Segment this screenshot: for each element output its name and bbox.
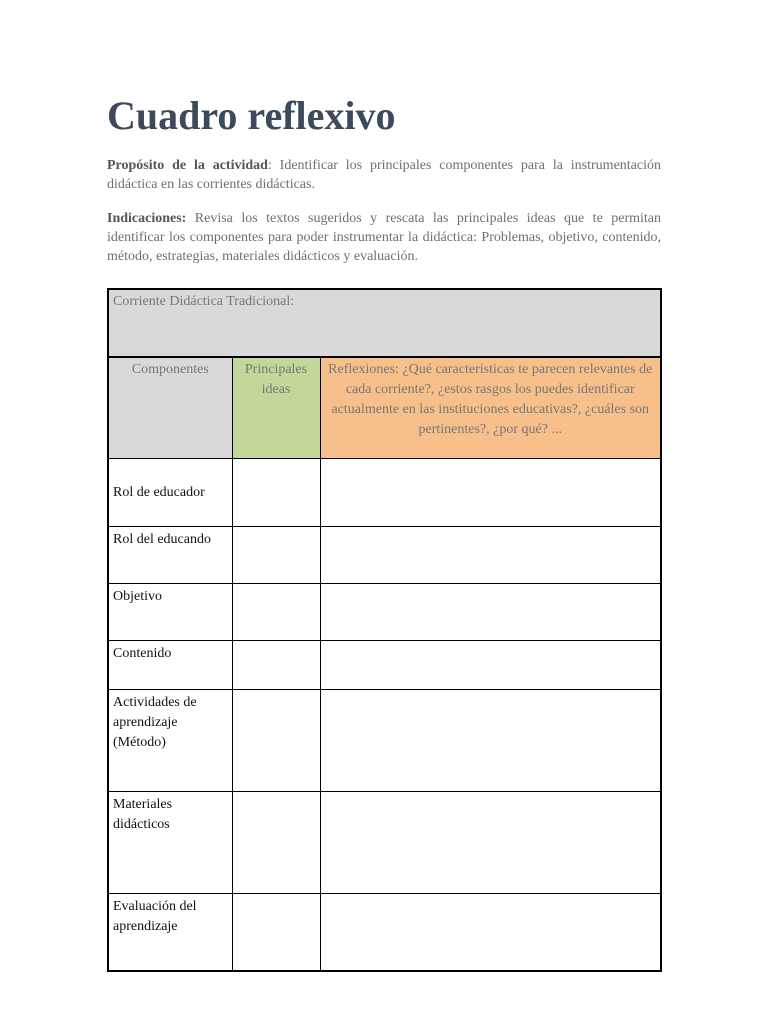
reflections-cell[interactable] (320, 459, 661, 527)
main-ideas-cell[interactable] (232, 584, 320, 641)
table-caption: Corriente Didáctica Tradicional: (108, 289, 661, 357)
reflection-table (107, 288, 662, 972)
main-ideas-cell[interactable] (232, 690, 320, 792)
instructions-paragraph (107, 209, 661, 266)
row-label-objetivo: Objetivo (108, 584, 232, 641)
reflections-cell[interactable] (320, 690, 661, 792)
table-row (108, 459, 661, 527)
purpose-label: Propósito de la actividad (107, 158, 268, 173)
table-row (108, 792, 661, 894)
table-row (108, 641, 661, 690)
row-label-actividades: Actividades de aprendizaje (Método) (108, 690, 232, 792)
instructions-label: Indicaciones: (107, 211, 187, 226)
main-ideas-cell[interactable] (232, 792, 320, 894)
row-label-rol-educando: Rol del educando (108, 527, 232, 584)
table-row (108, 527, 661, 584)
main-ideas-cell[interactable] (232, 641, 320, 690)
reflections-cell[interactable] (320, 792, 661, 894)
reflections-cell[interactable] (320, 641, 661, 690)
reflections-cell[interactable] (320, 894, 661, 972)
main-ideas-cell[interactable] (232, 459, 320, 527)
header-components: Componentes (108, 357, 232, 459)
reflections-cell[interactable] (320, 527, 661, 584)
purpose-text: : Identificar los principales componentes para la instrumentación didáctica en las corrientes didácticas. (107, 158, 661, 192)
table-row (108, 894, 661, 972)
table-row (108, 690, 661, 792)
reflections-cell[interactable] (320, 584, 661, 641)
page-title: Cuadro reflexivo (107, 93, 396, 138)
row-label-materiales: Materiales didácticos (108, 792, 232, 894)
main-ideas-cell[interactable] (232, 527, 320, 584)
header-reflections: Reflexiones: ¿Qué características te parecen relevantes de cada corriente?, ¿estos rasgos los puedes identificar actualmente en las instituciones educativas?, ¿cuáles son pertinentes?, ¿por qué? ... (320, 357, 661, 459)
main-ideas-cell[interactable] (232, 894, 320, 972)
row-label-evaluacion: Evaluación del aprendizaje (108, 894, 232, 972)
row-label-rol-educador: Rol de educador (108, 459, 232, 527)
header-main-ideas: Principales ideas (232, 357, 320, 459)
table-row (108, 584, 661, 641)
purpose-paragraph (107, 156, 661, 194)
row-label-contenido: Contenido (108, 641, 232, 690)
instructions-text: Revisa los textos sugeridos y rescata las principales ideas que te permitan identificar los componentes para poder instrumentar la didáctica: Problemas, objetivo, contenido, método, estrategias, materiales didácticos y evaluación. (107, 211, 661, 264)
